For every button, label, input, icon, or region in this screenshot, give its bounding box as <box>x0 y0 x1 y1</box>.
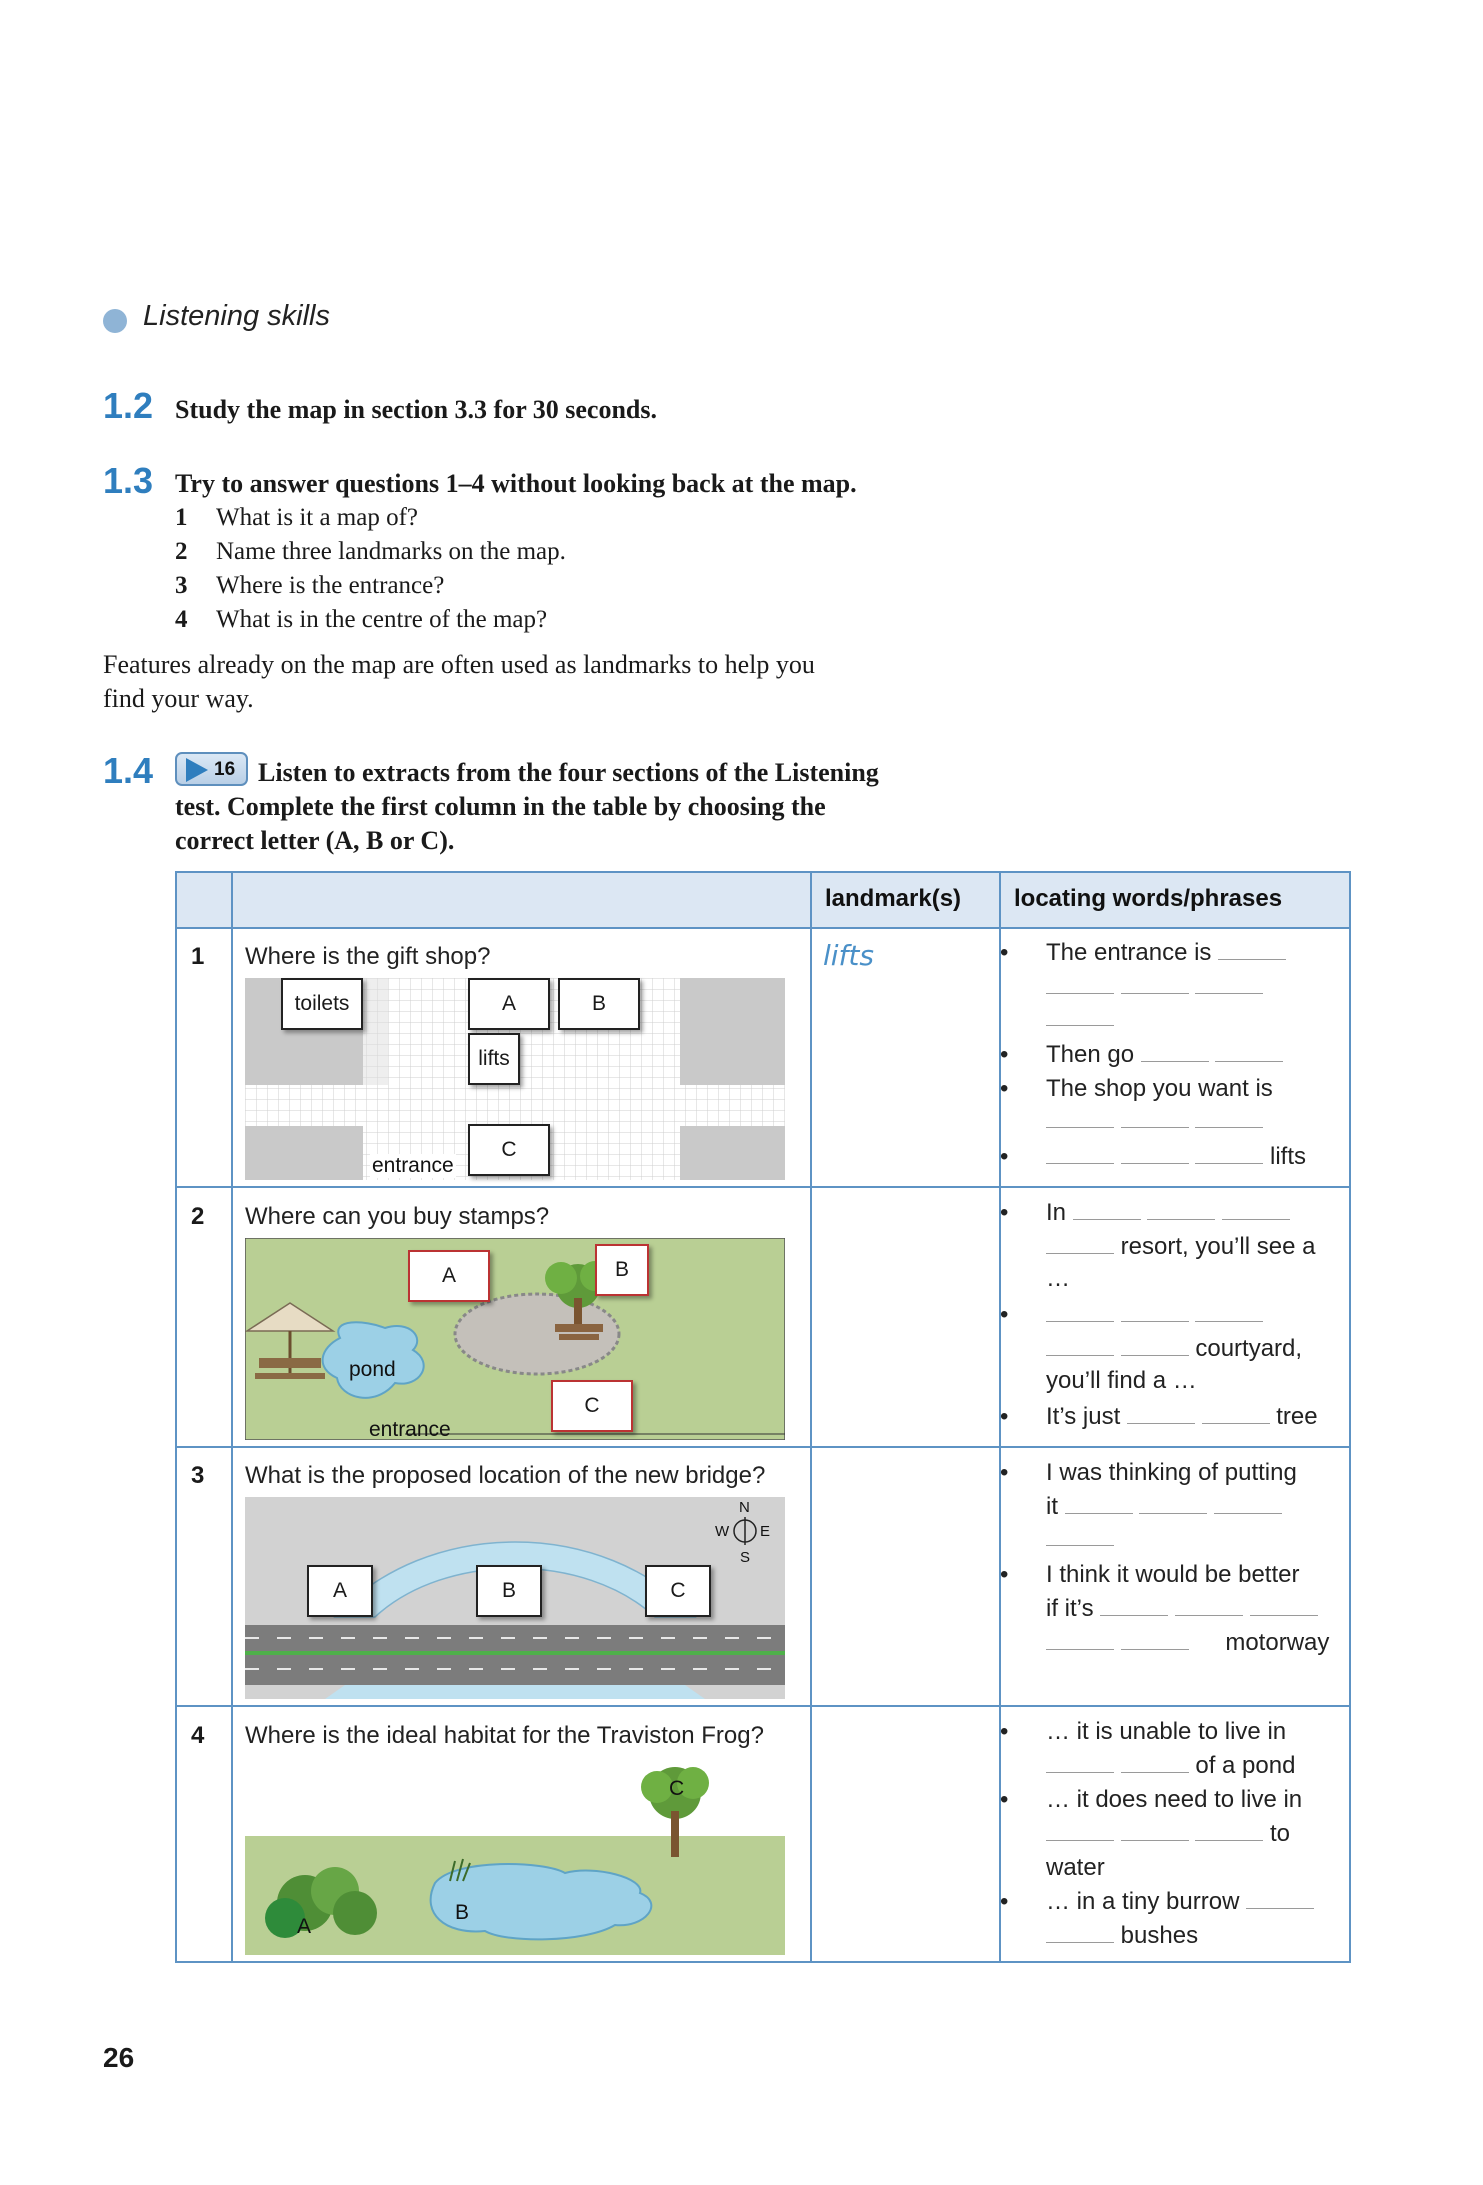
row-question: Where can you buy stamps? <box>245 1203 550 1230</box>
row-number: 1 <box>191 943 205 970</box>
map-label-lifts: lifts <box>468 1033 520 1085</box>
compass-south: S <box>740 1549 751 1566</box>
section-title: Listening skills <box>143 300 330 332</box>
map-label-entrance: entrance <box>372 1154 454 1177</box>
map-label-c: C <box>669 1777 685 1800</box>
locating-phrases-cell: • The entrance is • Then go • The shop you want is • lifts <box>1000 939 1307 1170</box>
compass-north: N <box>739 1499 750 1516</box>
map-label-b: B <box>455 1901 470 1924</box>
exercise-table <box>175 871 1351 1963</box>
map-label-c: C <box>551 1380 633 1432</box>
section-bullet-icon <box>103 309 127 333</box>
header-locating-phrases: locating words/phrases <box>1014 885 1283 912</box>
exercise-1-3-instruction: Try to answer questions 1–4 without looking back at the map. <box>175 469 857 498</box>
tip-paragraph: Features already on the map are often used as landmarks to help you find your way. <box>103 650 815 713</box>
map-label-c: C <box>468 1124 550 1176</box>
play-icon <box>186 758 208 782</box>
habitat-drawing <box>245 1753 785 1957</box>
map-label-entrance: entrance <box>369 1418 451 1441</box>
map-label-c: C <box>645 1565 711 1617</box>
map-label-b: B <box>595 1244 649 1296</box>
map-label-a: A <box>468 978 550 1030</box>
row-number: 4 <box>191 1722 205 1749</box>
compass-east: E <box>760 1523 771 1540</box>
question-list <box>175 501 566 637</box>
row-question: Where is the gift shop? <box>245 943 491 970</box>
map-label-pond: pond <box>349 1358 396 1381</box>
locating-phrases-cell: • In resort, you’ll see a … • courtyard, you’ll find a … • It’s just tree <box>1000 1199 1318 1430</box>
row-question: What is the proposed location of the new bridge? <box>245 1462 766 1489</box>
handwritten-answer: lifts <box>823 939 874 972</box>
exercise-1-2-instruction: Study the map in section 3.3 for 30 seconds. <box>175 395 658 424</box>
audio-track-button[interactable] <box>175 752 248 786</box>
compass-west: W <box>715 1523 730 1540</box>
frog-habitat-map <box>245 1753 785 1957</box>
header-landmarks: landmark(s) <box>825 885 962 912</box>
map-label-a: A <box>408 1250 490 1302</box>
question-item: 3 Where is the entrance? <box>175 572 445 599</box>
locating-phrases-cell: • I was thinking of putting it • I think it would be better if it’s motorway <box>1000 1459 1330 1656</box>
gift-shop-map <box>245 978 785 1180</box>
exercise-1-4-instruction-line2: test. Complete the first column in the table by choosing the <box>175 792 826 821</box>
row-number: 3 <box>191 1462 205 1489</box>
map-label-a: A <box>307 1565 373 1617</box>
exercise-1-4-instruction-line1: Listen to extracts from the four sections of the Listening <box>258 758 879 787</box>
map-label-toilets: toilets <box>281 978 363 1030</box>
page-number: 26 <box>103 2042 135 2073</box>
resort-drawing <box>245 1238 785 1440</box>
row-number: 2 <box>191 1203 205 1230</box>
question-item: 1 What is it a map of? <box>175 504 419 531</box>
map-label-b: B <box>476 1565 542 1617</box>
map-label-b: B <box>558 978 640 1030</box>
track-number: 16 <box>214 759 236 780</box>
exercise-number-1-2: 1.2 <box>103 385 154 426</box>
map-label-a: A <box>297 1915 312 1938</box>
stamps-map <box>245 1238 785 1440</box>
exercise-1-4-instruction-line3: correct letter (A, B or C). <box>175 826 455 855</box>
exercise-number-1-4: 1.4 <box>103 750 154 791</box>
bridge-map <box>245 1497 785 1699</box>
question-item: 2 Name three landmarks on the map. <box>175 538 566 565</box>
question-item: 4 What is in the centre of the map? <box>175 606 548 633</box>
row-question: Where is the ideal habitat for the Traviston Frog? <box>245 1722 764 1749</box>
exercise-number-1-3: 1.3 <box>103 460 154 501</box>
locating-phrases-cell: • … it is unable to live in of a pond • … it does need to live in to water • … in a tiny burrow bushes <box>1000 1718 1340 1963</box>
